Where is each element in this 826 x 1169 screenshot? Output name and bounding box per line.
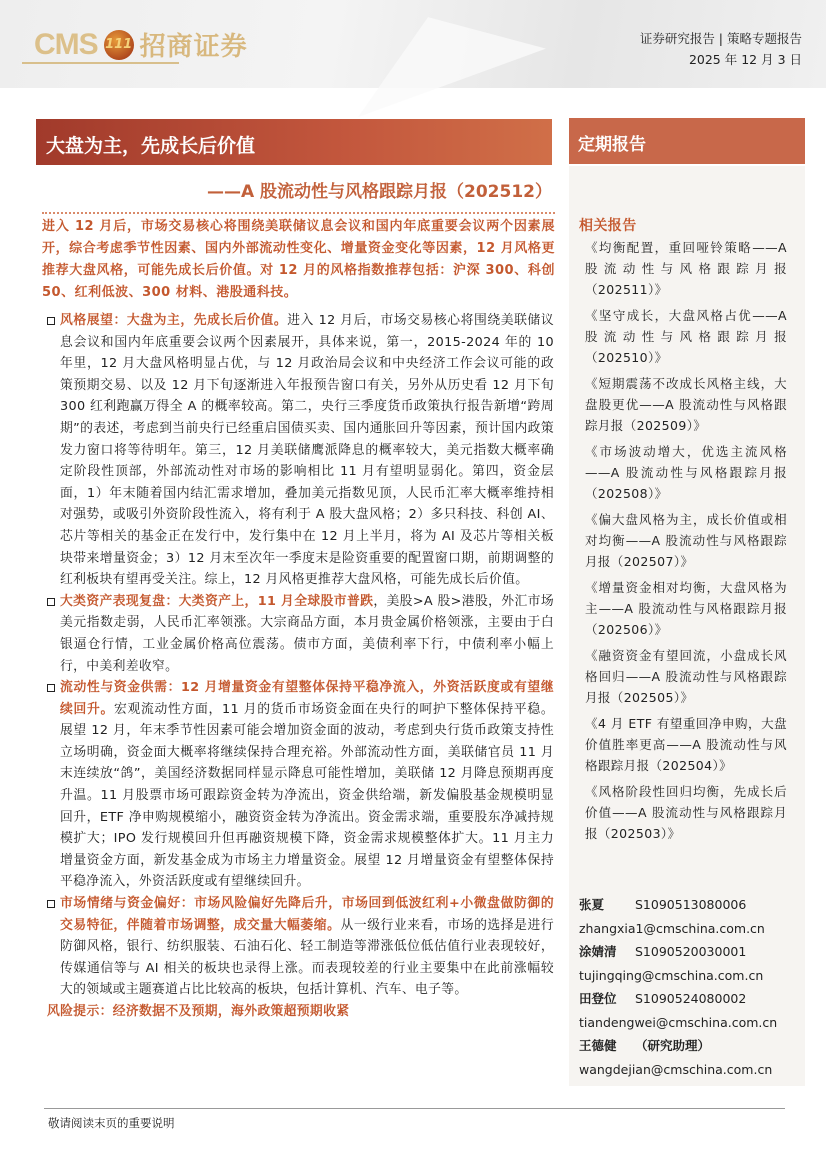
related-report-link[interactable]: 《坚守成长，大盘风格占优——A 股流动性与风格跟踪月报（202510）》 [585, 308, 787, 365]
analyst-email[interactable]: tiandengwei@cmschina.com.cn [579, 1014, 778, 1030]
footer-note: 敬请阅读末页的重要说明 [48, 1116, 175, 1130]
bullet-heading: 市场情绪与资金偏好：市场风险偏好先降后升，市场回到低波红利+小微盘做防御的交易特征，伴随着市场调整，成交量大幅萎缩。 [60, 896, 554, 933]
analyst [579, 1034, 777, 1058]
related-report-link[interactable]: 《增量资金相对均衡，大盘风格为主——A 股流动性与风格跟踪月报（202506）》 [585, 580, 787, 637]
analyst-email[interactable]: wangdejian@cmschina.com.cn [579, 1061, 773, 1077]
report-date: 2025 年 12 月 3 日 [688, 52, 802, 67]
cms-logo [34, 26, 248, 63]
analyst-name: 张夏 [579, 897, 605, 912]
checkbox-bullet-icon [47, 598, 55, 606]
logo-cn: 招商证券 [139, 32, 248, 62]
related-report-link[interactable]: 《偏大盘风格为主，成长价值或相对均衡——A 股流动性与风格跟踪月报（202507）》 [585, 512, 787, 569]
analyst [579, 940, 777, 964]
logo-emblem-icon: 111 [104, 30, 134, 60]
analyst-name: 涂婧清 [579, 944, 617, 959]
analyst-name: 田登位 [579, 991, 617, 1006]
report-body [47, 310, 554, 1023]
bullet-style-outlook [47, 310, 554, 591]
analyst-id: S1090524080002 [635, 991, 747, 1006]
related-reports [579, 216, 787, 849]
analyst-list [579, 893, 777, 1081]
related-report-link[interactable]: 《融资资金有望回流，小盘成长风格回归——A 股流动性与风格跟踪月报（202505）》 [585, 648, 787, 705]
report-subtitle: ——A 股流动性与风格跟踪月报（202512） [206, 182, 552, 202]
bullet-text: ，美股>A 股>港股，外汇市场美元指数走弱，人民币汇率领涨。大宗商品方面，本月贵金属价格领涨，主要由于白银逼仓行情，工业金属价格高位震荡。债市方面，美债利率下行，中债利率小幅上行，中美利差收窄。 [60, 593, 554, 674]
related-report-link[interactable]: 《4 月 ETF 有望重回净申购，大盘价值胜率更高——A 股流动性与风格跟踪月报（202504）》 [585, 716, 787, 773]
footer-divider [44, 1108, 785, 1109]
bullet-sentiment [47, 893, 554, 1001]
analyst-name: 王德健 [579, 1038, 617, 1053]
bullet-text: 宏观流动性方面，11 月的货币市场资金面在央行的呵护下整体保持平稳。展望 12 月，年末季节性因素可能会增加资金面的波动，考虑到央行货币政策支持性立场明确，资金面大概率将继续保持合理充裕。外部流动性方面，美联储官员 11 月末连续放“鸽”，美国经济数据同样显示降息可能性增加，美联储 12 月降息预期再度升温。11 月股票市场可跟踪资金转为净流出，资金供给端，新发偏股基金规模明显回升，ETF 净申购规模缩小，融资资金转为净流出。资金需求端，重要股东净减持规模扩大；IPO 发行规模回升但再融资规模下降，资金需求规模整体扩大。11 月主力增量资金方面，新发基金成为市场主力增量资金。展望 12 月增量资金有望整体保持平稳净流入，外资活跃度或有望继续回升。 [60, 701, 554, 890]
analyst-id: S1090520030001 [635, 944, 747, 959]
risk-warning: 风险提示：经济数据不及预期，海外政策超预期收紧 [47, 1004, 350, 1019]
page-header [0, 0, 826, 88]
logo-underline [22, 62, 179, 64]
analyst-id: S1090513080006 [635, 897, 747, 912]
related-report-link[interactable]: 《均衡配置，重回哑铃策略——A 股流动性与风格跟踪月报（202511）》 [585, 240, 787, 297]
related-title: 相关报告 [579, 218, 637, 234]
decorative-arrow [334, 0, 546, 117]
summary: 进入 12 月后，市场交易核心将围绕美联储议息会议和国内年底重要会议两个因素展开，综合考虑季节性因素、国内外部流动性变化、增量资金变化等因素，12 月风格更推荐大盘风格，可能先成长后价值。对 12 月的风格指数推荐包括：沪深 300、科创 50、红利低波、300 材料、港股通科技。 [42, 212, 555, 304]
bullet-text: 进入 12 月后，市场交易核心将围绕美联储议息会议和国内年底重要会议两个因素展开，具体来说，第一，2015-2024 年的 10 年里，12 月大盘风格明显占优，与 12 月政治局会议和中央经济工作会议可能的政策预期交易、以及 12 月下旬逐渐进入年报预告窗口有关，另外从历史看 12 月下旬 300 红利跑赢万得全 A 的概率较高。第二，央行三季度货币政策执行报告新增“跨周期”的表述，考虑到当前央行已经重启国债买卖、国内通胀回升等因素，预计国内政策发力窗口将等待明年。第三，12 月美联储鹰派降息的概率较大，美元指数大概率确定阶段性顶部，外部流动性对市场的影响相比 11 月有望明显弱化。第四，资金层面，1）年末随着国内结汇需求增加，叠加美元指数见顶，人民币汇率大概率维持相对强势，或吸引外资阶段性流入，将有利于 A 股大盘风格；2）多只科技、科创 AI、芯片等相关的基金正在发行中，发行集中在 12 月上半月，将为 AI 及芯片等相关板块带来增量资金；3）12 月末至次年一季度末是险资重要的配置窗口期，前期调整的红利板块有望再受关注。综上，12 月风格更推荐大盘风格，可能先成长后价值。 [60, 313, 554, 588]
bullet-liquidity [47, 677, 554, 893]
analyst-role: （研究助理） [635, 1038, 711, 1053]
side-title: 定期报告 [569, 118, 805, 164]
checkbox-bullet-icon [47, 684, 55, 692]
checkbox-bullet-icon [47, 317, 55, 325]
bullet-text: 从一级行业来看，市场的选择是进行防御风格，银行、纺织服装、石油石化、轻工制造等滞涨低位低估值行业表现较好，传媒通信等与 AI 相关的板块也录得上涨。而表现较差的行业主要集中在此前涨幅较大的领域或主题赛道占比比较高的板块，包括计算机、汽车、电子等。 [60, 917, 554, 998]
analyst-email[interactable]: tujingqing@cmschina.com.cn [579, 967, 764, 983]
bullet-heading: 大类资产表现复盘：大类资产上，11 月全球股市普跌 [60, 593, 374, 609]
related-report-link[interactable]: 《短期震荡不改成长风格主线，大盘股更优——A 股流动性与风格跟踪月报（202509）》 [585, 376, 787, 433]
analyst [579, 987, 777, 1011]
related-report-link[interactable]: 《市场波动增大，优选主流风格——A 股流动性与风格跟踪月报（202508）》 [585, 444, 787, 501]
report-type: 证券研究报告 | 策略专题报告 [639, 31, 802, 46]
checkbox-bullet-icon [47, 900, 55, 908]
bullet-heading: 流动性与资金供需：12 月增量资金有望整体保持平稳净流入，外资活跃度或有望继续回升。 [60, 680, 554, 717]
bullet-heading: 风格展望：大盘为主，先成长后价值。 [60, 313, 288, 328]
bullet-asset-review [47, 591, 554, 677]
analyst [579, 893, 777, 917]
analyst-email[interactable]: zhangxia1@cmschina.com.cn [579, 920, 765, 936]
related-report-link[interactable]: 《风格阶段性回归均衡，先成长后价值——A 股流动性与风格跟踪月报（202503）》 [585, 784, 787, 841]
report-title: 大盘为主，先成长后价值 [36, 119, 552, 165]
logo-en: CMS [34, 27, 98, 61]
